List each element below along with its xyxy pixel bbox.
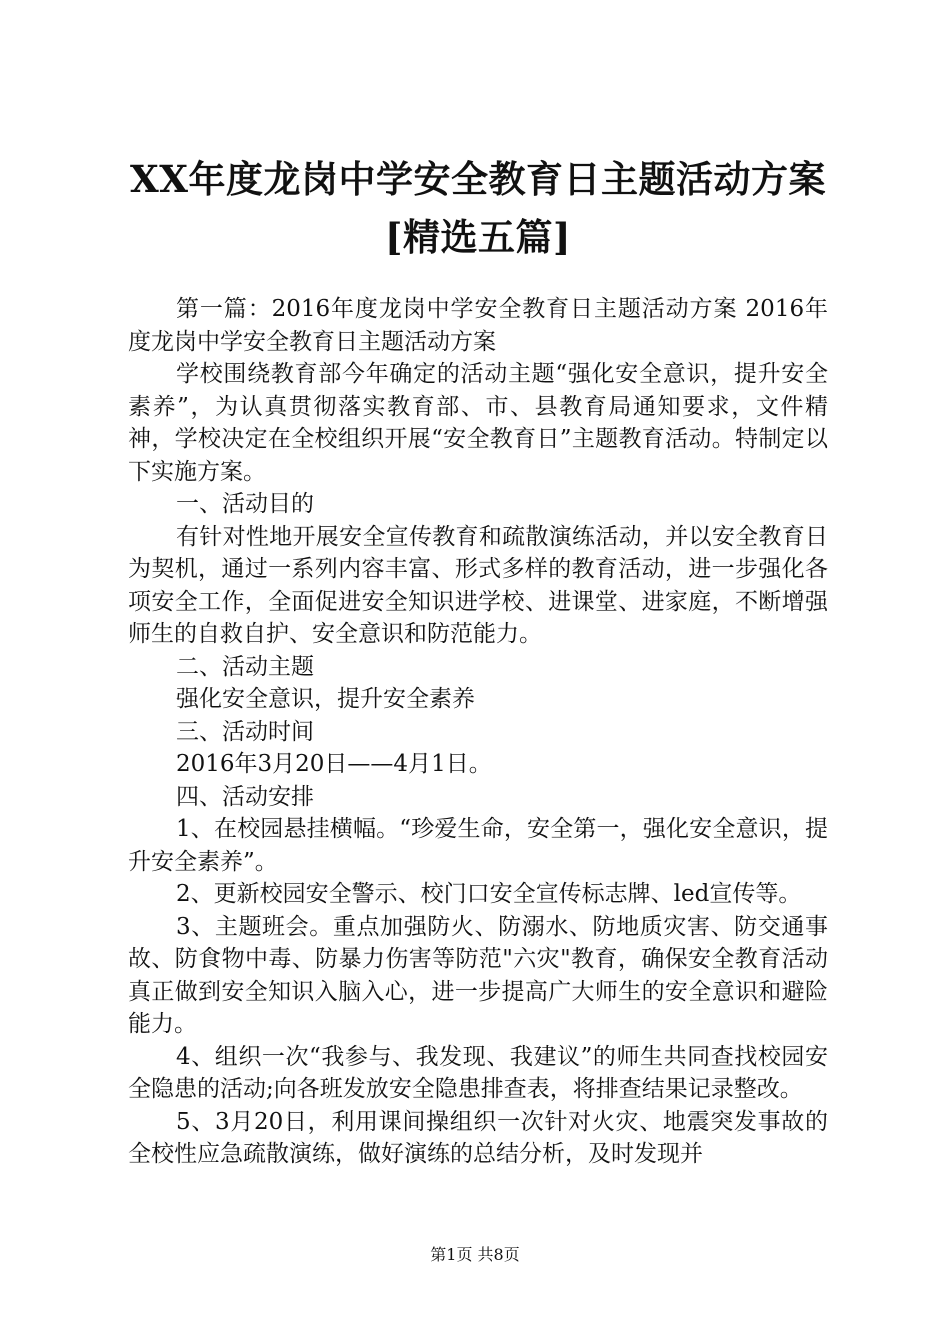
paragraph: 强化安全意识，提升安全素养 [176, 686, 475, 712]
section-heading: 一、活动目的 [176, 491, 314, 517]
paragraph: 有针对性地开展安全宣传教育和疏散演练活动，并以安全教育日为契机，通过一系列内容丰富、形式多样的教育活动，进一步强化各项安全工作，全面促进安全知识进学校、进课堂、进家庭，不断增强师生的自救自护、安全意识和防范能力。 [128, 523, 828, 647]
section-heading: 二、活动主题 [176, 653, 314, 680]
list-item: 3、主题班会。重点加强防火、防溺水、防地质灾害、防交通事故、防食物中毒、防暴力伤害等防范"六灾"教育，确保安全教育活动真正做到安全知识入脑入心，进一步提高广大师生的安全意识和避险能力。 [128, 913, 828, 1037]
document-body [128, 293, 828, 1171]
paragraph: 学校围绕教育部今年确定的活动主题“强化安全意识，提升安全素养”，为认真贯彻落实教育部、市、县教育局通知要求，文件精神，学校决定在全校组织开展“安全教育日”主题教育活动。特制定以下实施方案。 [128, 361, 828, 485]
list-item: 2、更新校园安全警示、校门口安全宣传标志牌、led宣传等。 [176, 881, 802, 907]
page-footer: 第1页 共8页 [430, 1245, 520, 1264]
list-item: 1、在校园悬挂横幅。“珍爱生命，安全第一，强化安全意识，提升安全素养”。 [128, 816, 828, 875]
list-item: 5、3月20日，利用课间操组织一次针对火灾、地震突发事故的全校性应急疏散演练，做好演练的总结分析，及时发现并 [128, 1108, 828, 1167]
section-heading: 四、活动安排 [176, 783, 314, 810]
document-title: XX年度龙岗中学安全教育日主题活动方案[精选五篇] [130, 157, 826, 259]
list-item: 4、组织一次“我参与、我发现、我建议”的师生共同查找校园安全隐患的活动;向各班发放安全隐患排查表，将排查结果记录整改。 [128, 1043, 828, 1102]
paragraph: 2016年3月20日——4月1日。 [176, 751, 492, 777]
paragraph: 第一篇：2016年度龙岗中学安全教育日主题活动方案 2016年度龙岗中学安全教育日主题活动方案 [128, 296, 828, 355]
section-heading: 三、活动时间 [176, 718, 314, 745]
